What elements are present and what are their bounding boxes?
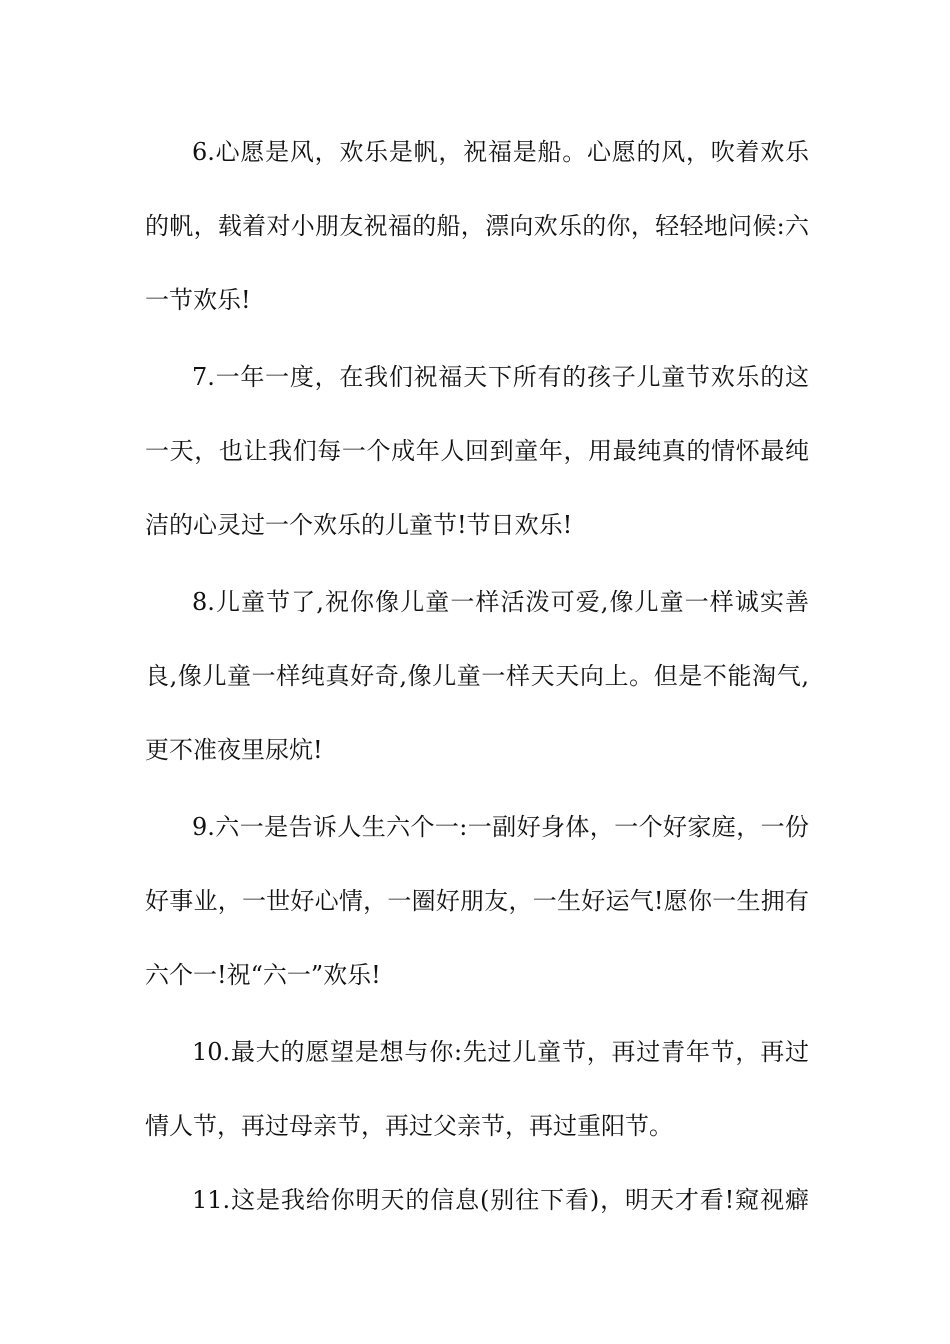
paragraph-9-line-3: 六个一!祝“六一”欢乐! bbox=[145, 961, 381, 989]
paragraph-10-line-1: 10.最大的愿望是想与你:先过儿童节，再过青年节，再过 bbox=[192, 1038, 809, 1066]
paragraph-7-line-2: 一天，也让我们每一个成年人回到童年，用最纯真的情怀最纯 bbox=[145, 437, 809, 465]
paragraph-6-line-1: 6.心愿是风，欢乐是帆，祝福是船。心愿的风，吹着欢乐 bbox=[192, 138, 809, 166]
paragraph-11-line-1: 11.这是我给你明天的信息(别往下看)，明天才看!窥视癖 bbox=[192, 1186, 809, 1214]
paragraph-8-line-1: 8.儿童节了,祝你像儿童一样活泼可爱,像儿童一样诚实善 bbox=[192, 588, 809, 616]
paragraph-8-line-2: 良,像儿童一样纯真好奇,像儿童一样天天向上。但是不能淘气, bbox=[145, 662, 809, 690]
paragraph-8-line-3: 更不准夜里尿炕! bbox=[145, 736, 323, 764]
paragraph-7-line-3: 洁的心灵过一个欢乐的儿童节!节日欢乐! bbox=[145, 511, 573, 539]
paragraph-7-line-1: 7.一年一度，在我们祝福天下所有的孩子儿童节欢乐的这 bbox=[192, 363, 809, 391]
paragraph-10-line-2: 情人节，再过母亲节，再过父亲节，再过重阳节。 bbox=[145, 1112, 673, 1140]
paragraph-6-line-2: 的帆，载着对小朋友祝福的船，漂向欢乐的你，轻轻地问候:六 bbox=[145, 212, 809, 240]
paragraph-6-line-3: 一节欢乐! bbox=[145, 286, 251, 314]
paragraph-9-line-2: 好事业，一世好心情，一圈好朋友，一生好运气!愿你一生拥有 bbox=[145, 887, 809, 915]
paragraph-9-line-1: 9.六一是告诉人生六个一:一副好身体，一个好家庭，一份 bbox=[192, 813, 809, 841]
